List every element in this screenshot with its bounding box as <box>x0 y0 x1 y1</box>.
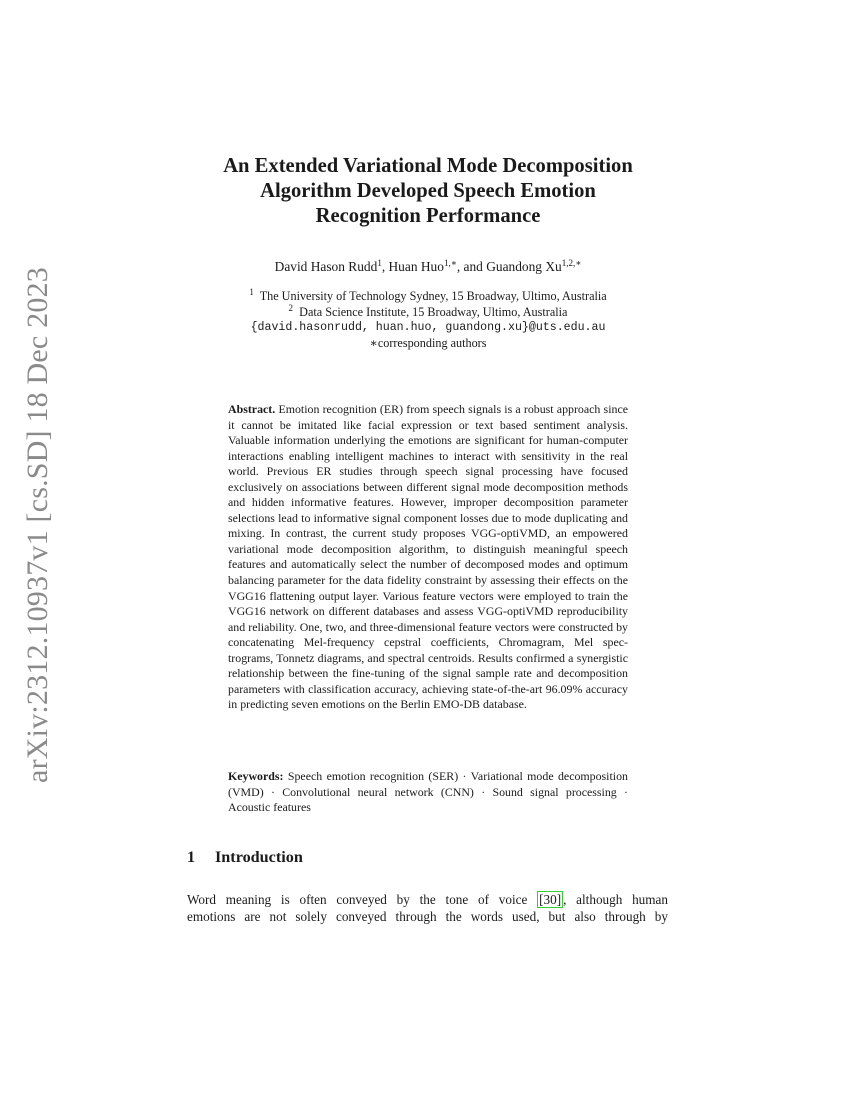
corresponding-note: ∗corresponding authors <box>369 335 487 350</box>
title-line: An Extended Variational Mode Decomposition <box>223 155 633 177</box>
arxiv-identifier: arXiv:2312.10937v1 [cs.SD] 18 Dec 2023 <box>21 267 54 783</box>
affiliation-1: $^1$ The University of Technology Sydney, 15 Broadway, Ultimo, Australia <box>249 287 607 303</box>
title-line: Recognition Performance <box>315 205 541 227</box>
keywords <box>228 769 628 816</box>
author-name: Guandong Xu <box>486 259 562 274</box>
author-name: David Hason Rudd <box>274 259 378 274</box>
title-line: Algorithm Developed Speech Emotion <box>260 180 596 202</box>
section-number: 1 <box>187 848 196 866</box>
affiliation-2: $^2$ Data Science Institute, 15 Broadway, Ultimo, Australia <box>288 302 568 319</box>
author-name: Huan Huo <box>388 259 444 274</box>
abstract <box>228 402 628 713</box>
keywords-text: Speech emotion recognition (SER) · Variational mode decomposition (VMD) · Convolutional neural network (CNN) · Sound signal processing · Acoustic features <box>228 769 628 815</box>
introduction-text <box>187 891 668 925</box>
text-line: emotions are not solely conveyed through the words used, but also through by <box>187 909 668 925</box>
author-emails: {david.hasonrudd, huan.huo, guandong.xu}@uts.edu.au <box>250 321 606 335</box>
abstract-label: Abstract. <box>228 402 276 416</box>
author-affiliation-mark: 1,∗ <box>443 258 457 268</box>
keywords-label: Keywords: <box>228 769 284 783</box>
author-affiliation-mark: 1 <box>377 258 382 268</box>
affiliations <box>150 289 706 351</box>
citation-link[interactable]: [30] <box>539 892 562 907</box>
author-list: David Hason Rudd$^1$, Huan Huo$^{1,∗}$, and Guandong $Xu^{1,2,∗}$ <box>274 258 582 274</box>
text-line: Word meaning is often conveyed by the tone of voice [30] , although human <box>187 892 668 907</box>
section-title: Introduction <box>215 848 303 866</box>
author-affiliation-mark: 1,2,∗ <box>561 258 582 268</box>
paper-title <box>150 154 706 229</box>
abstract-text: Emotion recognition (ER) from speech signals is a robust approach since it cannot be imitated like facial expression or text based sentiment analysis. Valuable information underlying the emotions are significant for human-computer interactions enabling intelligent machines to interact with sensitivity in the real world. Previous ER studies through speech signal processing have focused exclusively on associations between different signal mode decomposition methods and hidden informative features. However, improper decomposition parameter selections lead to informative signal component losses due to mode duplicating and mixing. In contrast, the current study proposes VGG-optiVMD, an empowered variational mode decomposition algorithm, to distinguish meaningful speech features and automatically select the number of decomposed modes and optimum balancing parameter for the data fidelity constraint by assessing their effects on the VGG16 flattening output layer. Various feature vectors were employed to train the VGG16 network on different databases and assess VGG-optiVMD reproducibility and reliability. One, two, and three-dimensional feature vectors were constructed by concatenating Mel-frequency cepstral coefficients, Chromagram, Mel spectrograms, Tonnetz diagrams, and spectral centroids. Results confirmed a synergistic relationship between the fine-tuning of the signal sample rate and decomposition parameters with classification accuracy, achieving state-of-the-art 96.09% accuracy in predicting seven emotions on the Berlin EMO-DB database. <box>228 402 628 712</box>
section-heading-introduction <box>187 848 303 867</box>
